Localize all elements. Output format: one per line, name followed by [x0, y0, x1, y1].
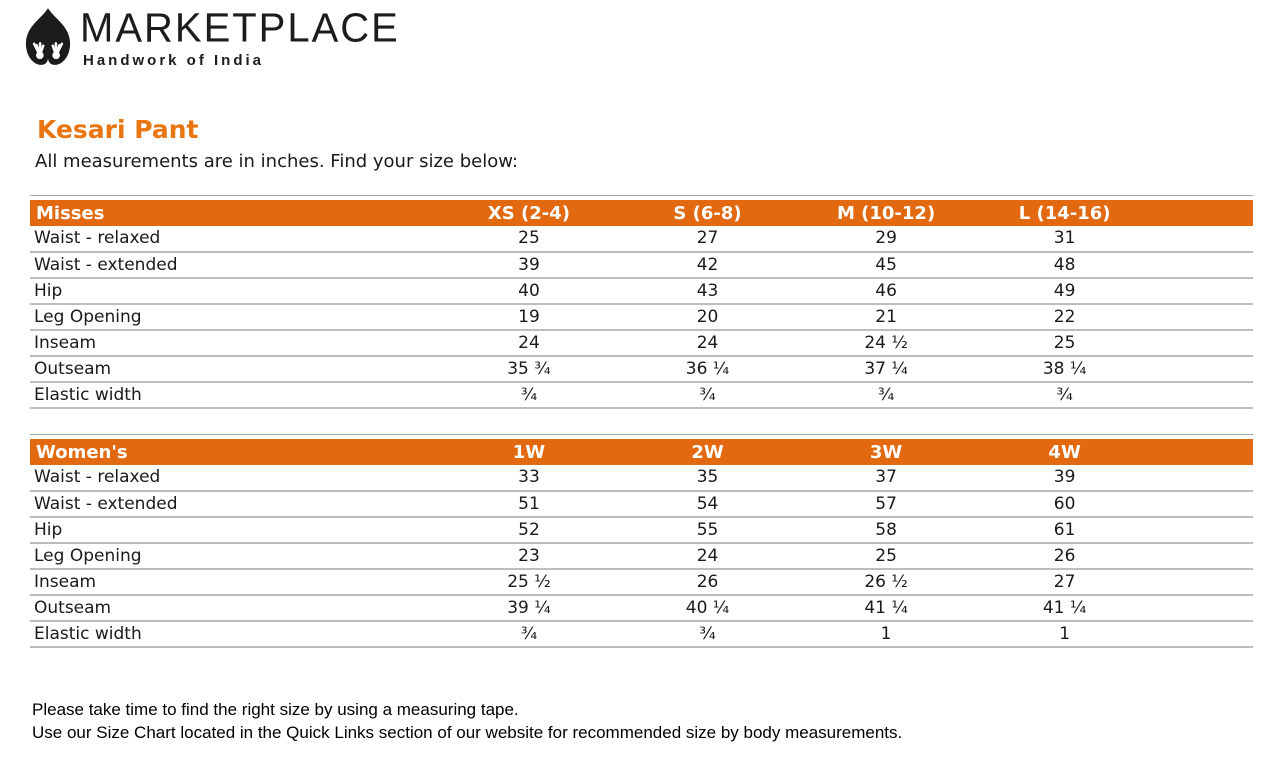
- row-spacer: [1154, 465, 1253, 491]
- page-title: Kesari Pant: [37, 115, 199, 144]
- measurement-value: 43: [618, 278, 797, 304]
- measurement-label: Waist - extended: [30, 491, 440, 517]
- measurement-label: Inseam: [30, 569, 440, 595]
- measurement-value: ¾: [440, 621, 619, 647]
- row-spacer: [1154, 621, 1253, 647]
- measurement-value: 26: [975, 543, 1154, 569]
- measurement-value: 49: [975, 278, 1154, 304]
- size-column-header: 1W: [440, 439, 619, 465]
- row-spacer: [1154, 569, 1253, 595]
- measurement-value: 25: [975, 330, 1154, 356]
- measurement-label: Elastic width: [30, 382, 440, 408]
- table-header-row: [30, 439, 1253, 465]
- measurement-value: 45: [797, 252, 976, 278]
- measurement-label: Leg Opening: [30, 304, 440, 330]
- table-header-row: [30, 200, 1253, 226]
- row-spacer: [1154, 543, 1253, 569]
- row-spacer: [1154, 330, 1253, 356]
- measurement-value: 51: [440, 491, 619, 517]
- measurement-value: 27: [696, 228, 719, 248]
- measurement-value: 1: [975, 621, 1154, 647]
- page-subtitle: All measurements are in inches. Find your size below:: [35, 151, 519, 172]
- measurement-label: Elastic width: [30, 621, 440, 647]
- footer-line-2: Use our Size Chart located in the Quick Links section of our website for recommended size by body measurements.: [32, 723, 903, 742]
- table-row: [30, 465, 1253, 491]
- table-row: [30, 543, 1253, 569]
- measurement-value: 41 ¼: [797, 595, 976, 621]
- measurement-label: Waist - relaxed: [34, 228, 161, 248]
- measurement-label: Hip: [30, 517, 440, 543]
- measurement-label: Hip: [30, 278, 440, 304]
- footer-note: [32, 698, 1253, 744]
- measurement-value: ¾: [618, 382, 797, 408]
- table-row: [30, 304, 1253, 330]
- measurement-value: 24: [618, 543, 797, 569]
- measurement-value: ¾: [975, 382, 1154, 408]
- measurement-value: 37 ¼: [797, 356, 976, 382]
- size-column-header: 3W: [797, 439, 976, 465]
- measurement-value: 58: [797, 517, 976, 543]
- measurement-value: 38 ¼: [975, 356, 1154, 382]
- size-column-header: M (10-12): [797, 200, 976, 226]
- measurement-label: Outseam: [30, 595, 440, 621]
- brand-name: MARKETPLACE: [80, 6, 400, 51]
- measurement-value: 37: [875, 467, 897, 487]
- header-spacer: [1154, 439, 1253, 465]
- measurement-value: 60: [975, 491, 1154, 517]
- measurement-value: ¾: [618, 621, 797, 647]
- table-row: [30, 595, 1253, 621]
- measurement-value: 24: [440, 330, 619, 356]
- row-spacer: [1154, 382, 1253, 408]
- measurement-value: 41 ¼: [975, 595, 1154, 621]
- measurement-label: Inseam: [30, 330, 440, 356]
- measurement-value: 26: [618, 569, 797, 595]
- table-row: [30, 330, 1253, 356]
- footer-line-1: Please take time to find the right size by using a measuring tape.: [32, 700, 519, 719]
- measurement-value: 33: [518, 467, 540, 487]
- table-row: [30, 278, 1253, 304]
- measurement-value: 40: [440, 278, 619, 304]
- row-spacer: [1154, 226, 1253, 252]
- measurement-value: 24: [618, 330, 797, 356]
- measurement-value: 25 ½: [440, 569, 619, 595]
- measurement-value: 48: [975, 252, 1154, 278]
- measurement-value: ¾: [797, 382, 976, 408]
- table-row: [30, 382, 1253, 408]
- measurement-value: 27: [975, 569, 1154, 595]
- table-row: [30, 226, 1253, 252]
- measurement-value: 19: [440, 304, 619, 330]
- size-column-header: XS (2-4): [440, 200, 619, 226]
- size-column-header: 4W: [975, 439, 1154, 465]
- measurement-value: 25: [518, 228, 540, 248]
- row-spacer: [1154, 491, 1253, 517]
- measurement-label: Waist - extended: [30, 252, 440, 278]
- size-column-header: S (6-8): [618, 200, 797, 226]
- measurement-value: 35: [696, 467, 719, 487]
- measurement-value: 22: [975, 304, 1154, 330]
- measurement-value: ¾: [440, 382, 619, 408]
- measurement-value: 46: [797, 278, 976, 304]
- measurement-label: Leg Opening: [30, 543, 440, 569]
- size-column-header: L (14-16): [975, 200, 1154, 226]
- measurement-value: 39: [1053, 467, 1076, 487]
- measurement-value: 35 ¾: [440, 356, 619, 382]
- measurement-value: 40 ¼: [618, 595, 797, 621]
- measurement-value: 61: [975, 517, 1154, 543]
- table-row: [30, 569, 1253, 595]
- measurement-value: 39: [440, 252, 619, 278]
- measurement-value: 42: [618, 252, 797, 278]
- measurement-value: 39 ¼: [440, 595, 619, 621]
- measurement-label: Outseam: [30, 356, 440, 382]
- table-row: [30, 517, 1253, 543]
- row-spacer: [1154, 278, 1253, 304]
- measurement-value: 55: [618, 517, 797, 543]
- measurement-value: 54: [618, 491, 797, 517]
- header-spacer: [1154, 200, 1253, 226]
- measurement-value: 23: [440, 543, 619, 569]
- measurement-value: 29: [875, 228, 897, 248]
- measurement-value: 26 ½: [797, 569, 976, 595]
- table-row: [30, 356, 1253, 382]
- row-spacer: [1154, 252, 1253, 278]
- size-column-header: 2W: [618, 439, 797, 465]
- row-spacer: [1154, 356, 1253, 382]
- size-tables: [30, 195, 1253, 648]
- measurement-value: 20: [618, 304, 797, 330]
- brand-tagline: Handwork of India: [83, 52, 265, 69]
- table-title: Women's: [30, 439, 440, 465]
- measurement-value: 57: [797, 491, 976, 517]
- measurement-value: 24 ½: [797, 330, 976, 356]
- size-table: [30, 434, 1253, 648]
- table-row: [30, 491, 1253, 517]
- leaf-with-hands-icon: [24, 6, 72, 70]
- measurement-value: 31: [1053, 228, 1076, 248]
- measurement-value: 1: [797, 621, 976, 647]
- row-spacer: [1154, 517, 1253, 543]
- table-row: [30, 252, 1253, 278]
- row-spacer: [1154, 595, 1253, 621]
- size-table: [30, 195, 1253, 409]
- table-title: Misses: [30, 200, 440, 226]
- measurement-value: 25: [797, 543, 976, 569]
- brand-logo: [24, 6, 1280, 70]
- measurement-value: 21: [797, 304, 976, 330]
- row-spacer: [1154, 304, 1253, 330]
- measurement-value: 36 ¼: [618, 356, 797, 382]
- measurement-label: Waist - relaxed: [34, 467, 161, 487]
- measurement-value: 52: [440, 517, 619, 543]
- table-row: [30, 621, 1253, 647]
